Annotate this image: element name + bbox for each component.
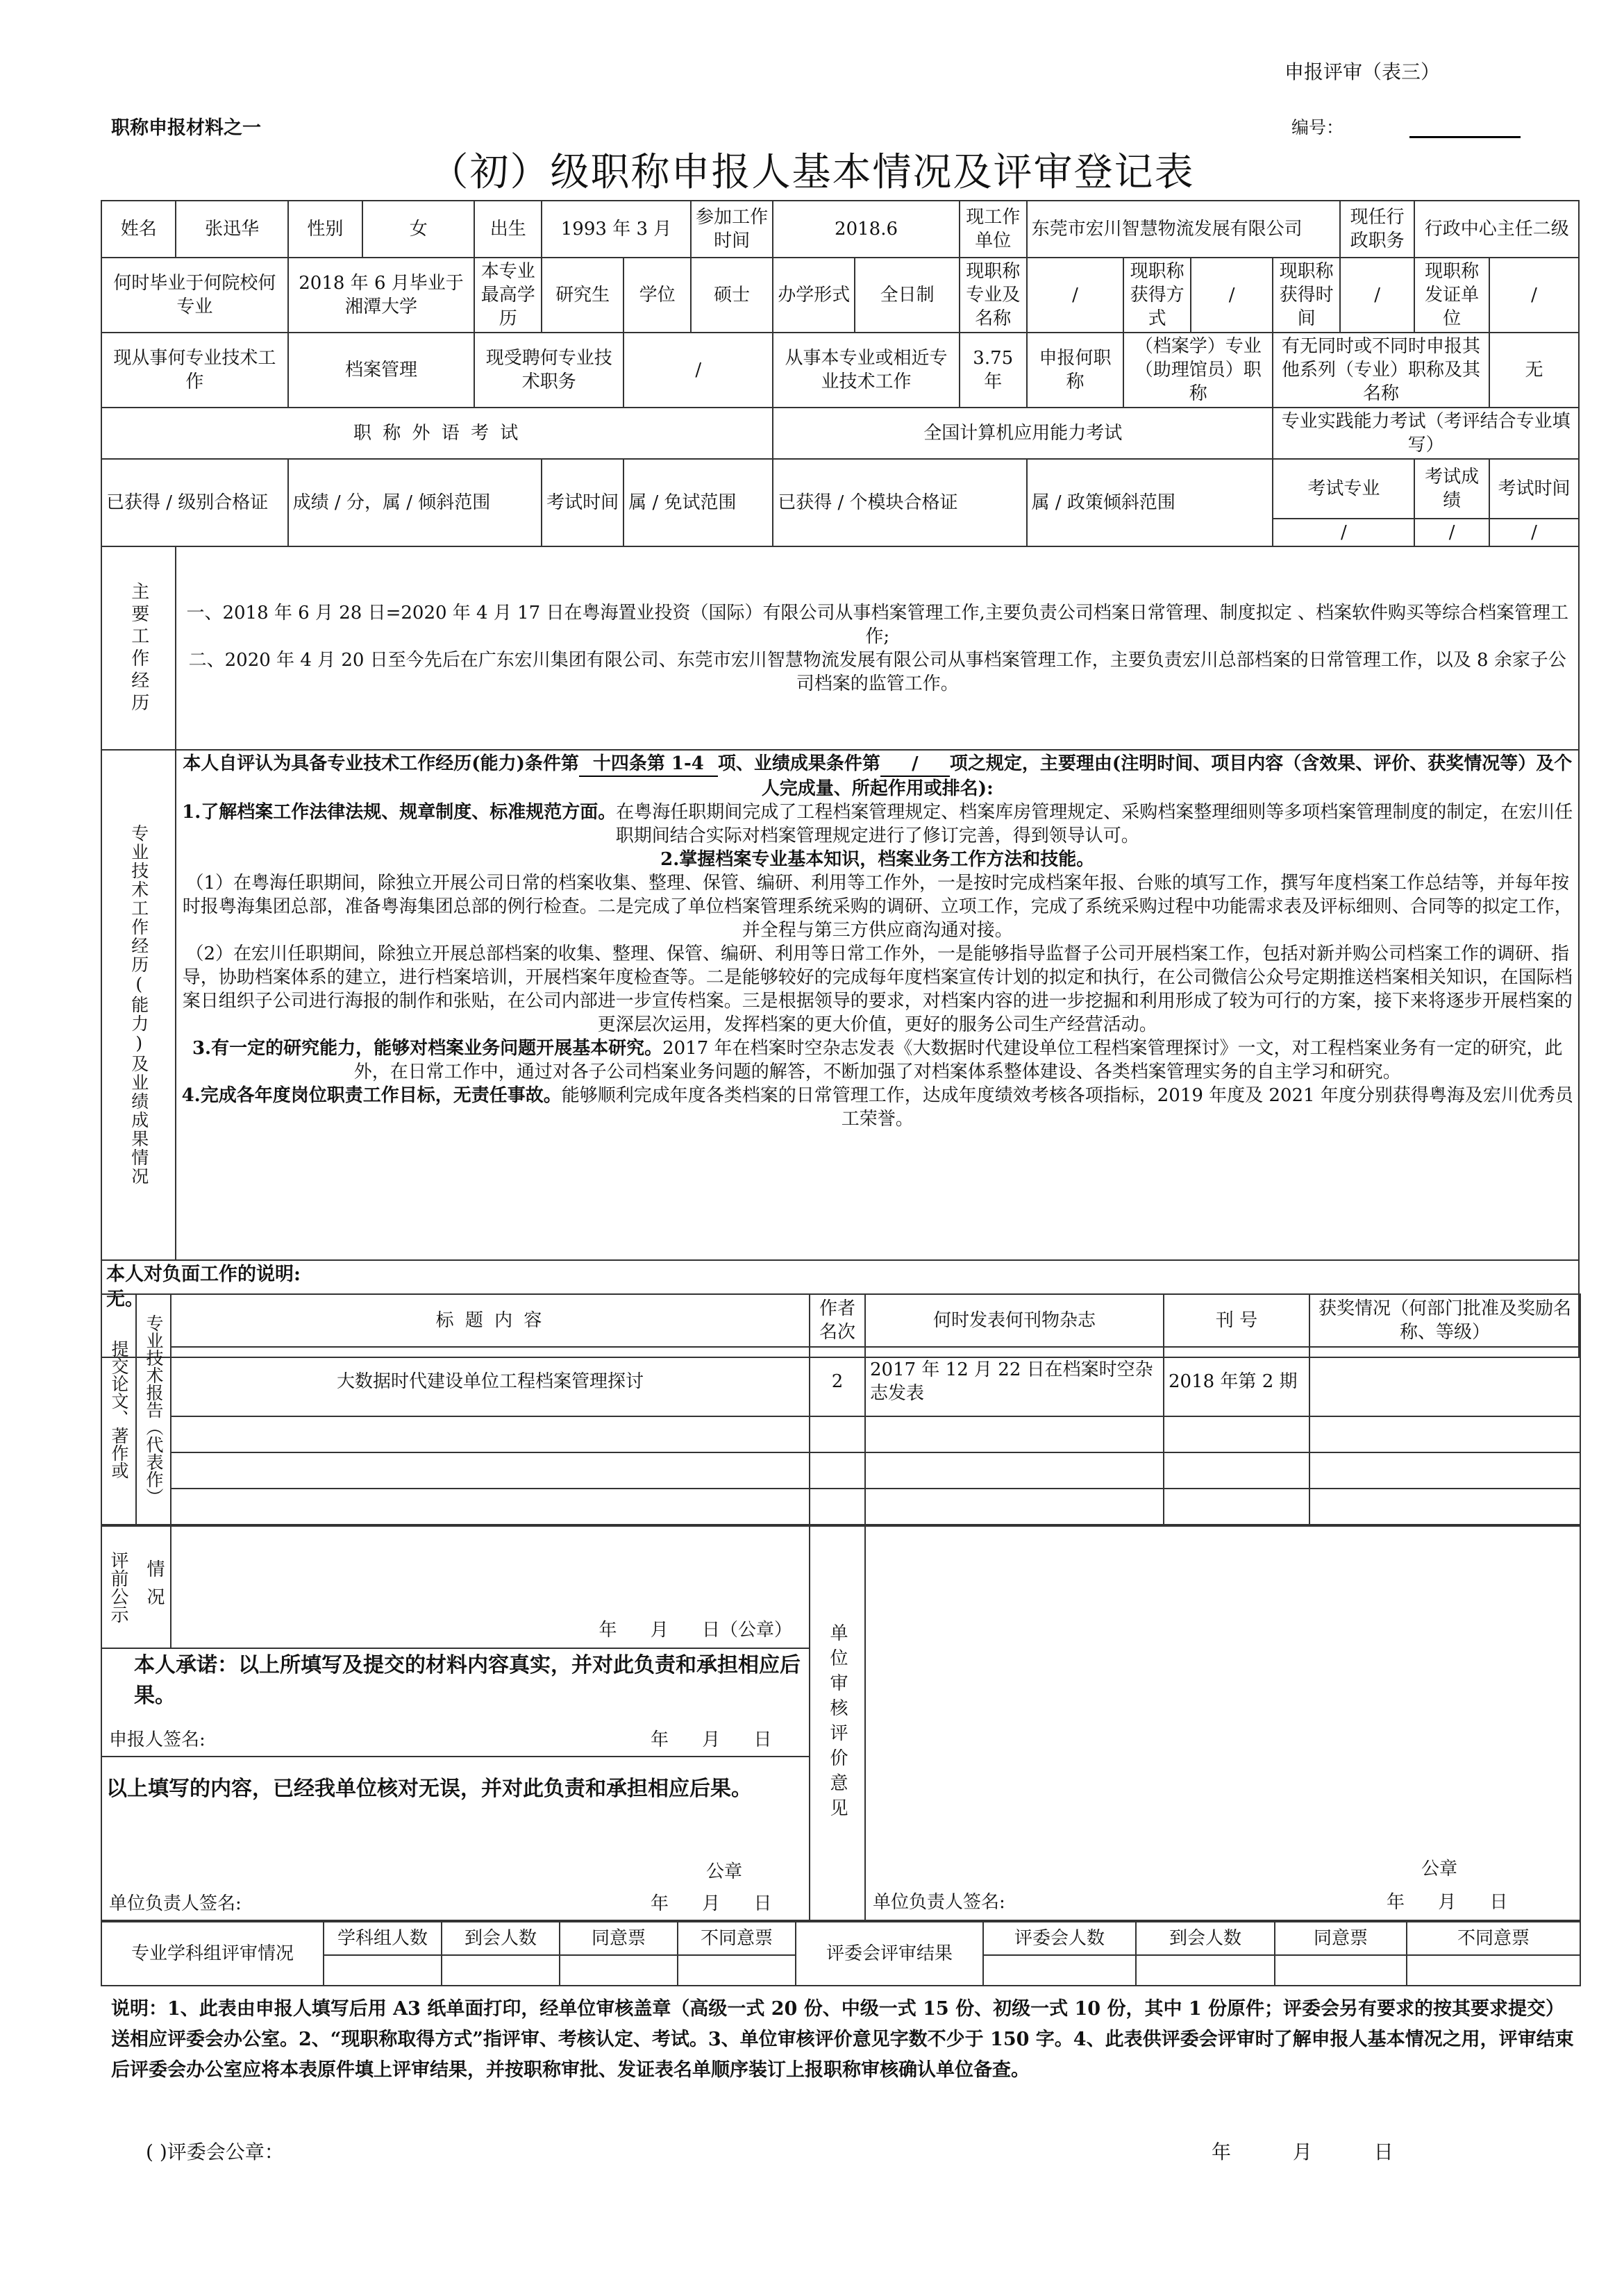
unit-review-label: 单位审核评价意见 [810, 1526, 865, 1920]
ability-point-1: 1.了解档案工作法律法规、规章制度、标准规范方面。在粤海任职期间完成了工程档案管理规定、档案库房管理规定、采购档案整理细则等多项档案管理制度的制定，在宏川任职期间结合实际对档案管理规定进行了修订完善，得到领导认可。 [182, 802, 1573, 846]
group-present-label: 到会人数 [442, 1922, 560, 1955]
graduation-label: 何时毕业于何院校何专业 [101, 258, 288, 333]
language-cert-field[interactable]: 已获得 / 级别合格证 [101, 459, 288, 546]
language-score-field[interactable]: 成绩 / 分，属 / 倾斜范围 [288, 459, 542, 546]
paper-rank[interactable] [810, 1489, 865, 1525]
practice-score-field[interactable]: / [1414, 519, 1489, 546]
paper-title[interactable] [171, 1416, 810, 1452]
committee-disagree-label: 不同意票 [1407, 1922, 1580, 1955]
years-field[interactable]: 3.75 年 [960, 333, 1027, 408]
negative-value: 无。 [106, 1289, 144, 1310]
form-table [101, 200, 1580, 1358]
committee-present-field[interactable] [1136, 1955, 1275, 1986]
footer-date: 年 月 日 [1212, 2140, 1393, 2163]
number-field[interactable] [1409, 136, 1521, 138]
paper-rank[interactable] [810, 1416, 865, 1452]
position-label: 现任行政职务 [1340, 201, 1414, 258]
unit-review-signer-label: 单位负责人签名: [873, 1892, 1005, 1913]
practice-score-label: 考试成绩 [1414, 459, 1489, 519]
committee-members-label: 评委会人数 [983, 1922, 1136, 1955]
group-review-label: 专业学科组评审情况 [101, 1922, 324, 1986]
committee-seal-label: ( )评委会公章： [146, 2140, 284, 2163]
table-row [101, 1452, 1580, 1489]
table-row [101, 1347, 1580, 1416]
other-title-label: 有无同时或不同时申报其他系列（专业）职称及其名称 [1273, 333, 1489, 408]
unit-review-seal: 公章 [1421, 1859, 1458, 1879]
work-history-line-2: 二、2020 年 4 月 20 日至今先后在广东宏川集团有限公司、东莞市宏川智慧物流发展有限公司从事档案管理工作，主要负责宏川总部档案的日常管理工作，以及 8 余家子公司档案的监管工作。 [188, 649, 1566, 694]
field-value[interactable]: 档案管理 [288, 333, 475, 408]
pledge-signer-label: 申报人签名: [109, 1729, 206, 1750]
group-agree-label: 同意票 [560, 1922, 678, 1955]
obtain-time-field[interactable]: / [1340, 258, 1414, 333]
obtain-mode-label: 现职称获得方式 [1123, 258, 1191, 333]
group-disagree-label: 不同意票 [678, 1922, 796, 1955]
group-disagree-field[interactable] [678, 1955, 796, 1986]
paper-title[interactable]: 大数据时代建设单位工程档案管理探讨 [171, 1347, 810, 1416]
ability-label: 专业技术工作经历(能力)及业绩成果情况 [101, 750, 176, 1260]
position-field[interactable]: 行政中心主任二级 [1414, 201, 1579, 258]
papers-col-award: 获奖情况（何部门批准及奖励名称、等级） [1309, 1294, 1580, 1347]
form-code: 申报评审（表三） [1284, 60, 1441, 83]
degree-label: 学位 [623, 258, 691, 333]
publicity-date: 年 月 日（公章） [598, 1620, 792, 1641]
review-result-table [101, 1921, 1581, 1986]
papers-col-title: 标 题 内 容 [171, 1294, 810, 1347]
committee-agree-label: 同意票 [1275, 1922, 1407, 1955]
paper-award[interactable] [1309, 1489, 1580, 1525]
committee-present-label: 到会人数 [1136, 1922, 1275, 1955]
language-time-field[interactable]: 考试时间 [542, 459, 623, 546]
ability-point-4: 4.完成各年度岗位职责工作目标，无责任事故。能够顺利完成年度各类档案的日常管理工作，达成年度绩效考核各项指标，2019 年度及 2021 年度分别获得粤海及宏川优秀员工荣誉。 [181, 1085, 1573, 1130]
paper-issue[interactable] [1164, 1416, 1309, 1452]
group-agree-field[interactable] [560, 1955, 678, 1986]
computer-cert-field[interactable]: 已获得 / 个模块合格证 [773, 459, 1026, 546]
gender-field[interactable]: 女 [362, 201, 474, 258]
degree-field[interactable]: 硕士 [691, 258, 773, 333]
pledge-section[interactable] [101, 1648, 810, 1757]
obtain-time-label: 现职称获得时间 [1273, 258, 1340, 333]
pledge-date: 年 月 日 [651, 1729, 772, 1750]
page-title: （初）级职称申报人基本情况及评审登记表 [429, 150, 1195, 195]
unit-review-field[interactable] [865, 1526, 1580, 1920]
education-field[interactable]: 研究生 [542, 258, 623, 333]
committee-members-field[interactable] [983, 1955, 1136, 1986]
pledge-text: 本人承诺：以上所填写及提交的材料内容真实，并对此负责和承担相应后果。 [134, 1653, 801, 1708]
practice-exam-header: 专业实践能力考试（考评结合专业填写） [1273, 408, 1579, 459]
study-mode-field[interactable]: 全日制 [855, 258, 959, 333]
paper-where[interactable] [865, 1489, 1164, 1525]
ability-point-3: 3.有一定的研究能力，能够对档案业务问题开展基本研究。2017 年在档案时空杂志发表《大数据时代建设单位工程档案管理探讨》一文，对工程档案业务有一定的研究，此外，在日常工作中，通过对各子公司档案业务问题的解答，不断加强了对档案体系整体建设、各类档案管理实务的自主学习和研究。 [192, 1038, 1563, 1082]
work-history-line-1: 一、2018 年 6 月 28 日=2020 年 4 月 17 日在粤海置业投资（国际）有限公司从事档案管理工作,主要负责公司档案日常管理、制度拟定 、档案软件购买等综合档案管理工作; [186, 602, 1569, 647]
issuer-field[interactable]: / [1489, 258, 1579, 333]
name-label: 姓名 [101, 201, 176, 258]
publicity-label: 评前公示 情况 [101, 1526, 171, 1648]
papers-table [101, 1293, 1581, 1525]
other-title-field[interactable]: 无 [1489, 333, 1579, 408]
paper-issue[interactable] [1164, 1489, 1309, 1525]
ability-point-2b: （2）在宏川任职期间，除独立开展总部档案的收集、整理、保管、编研、利用等日常工作外，一是能够指导监督子公司开展档案工作，包括对新并购公司档案工作的调研、指导，协助档案体系的建立，进行档案培训，开展档案年度检查等。二是能够较好的完成每年度档案宣传计划的拟定和执行，在公司微信公众号定期推送档案相关知识，在国际档案日组织子公司进行海报的制作和张贴，在公司内部进一步宣传档案。三是根据领导的要求，对档案内容的进一步挖掘和利用形成了较为可行的方案，接下来将逐步开展档案的更深层次运用，发挥档案的更大价值，更好的服务公司生产经营活动。 [182, 944, 1573, 1035]
paper-title[interactable] [171, 1452, 810, 1489]
employed-label: 现受聘何专业技术职务 [474, 333, 623, 408]
papers-side-label-b: 专业技术报告（代表作） [136, 1294, 171, 1525]
apply-label: 申报何职称 [1027, 333, 1124, 408]
group-members-field[interactable] [324, 1955, 442, 1986]
group-present-field[interactable] [442, 1955, 560, 1986]
field-label: 现从事何专业技术工作 [101, 333, 288, 408]
paper-where[interactable]: 2017 年 12 月 22 日在档案时空杂志发表 [865, 1347, 1164, 1416]
language-exempt-field[interactable]: 属 / 免试范围 [623, 459, 773, 546]
education-label: 本专业最高学历 [474, 258, 542, 333]
committee-agree-field[interactable] [1275, 1955, 1407, 1986]
ability-field[interactable] [176, 750, 1579, 1260]
performance-clause-number[interactable]: / [880, 752, 950, 777]
number-label: 编号： [1291, 117, 1344, 137]
paper-where[interactable] [865, 1416, 1164, 1452]
paper-rank[interactable] [810, 1452, 865, 1489]
study-mode-label: 办学形式 [773, 258, 855, 333]
issuer-label: 现职称发证单位 [1414, 258, 1489, 333]
publicity-field[interactable] [171, 1526, 810, 1648]
papers-col-rank: 作者名次 [810, 1294, 865, 1347]
paper-title[interactable] [171, 1489, 810, 1525]
group-members-label: 学科组人数 [324, 1922, 442, 1955]
review-section-table [101, 1525, 1581, 1921]
practice-time-field[interactable]: / [1489, 519, 1579, 546]
paper-rank[interactable]: 2 [810, 1347, 865, 1416]
unit-confirm-signer-label: 单位负责人签名: [109, 1893, 242, 1914]
computer-policy-field[interactable]: 属 / 政策倾斜范围 [1027, 459, 1273, 546]
ability-point-2a: （1）在粤海任职期间，除独立开展公司日常的档案收集、整理、保管、编研、利用等工作外，一是按时完成档案年报、台账的填写工作，撰写年度档案工作总结等，并每年按时报粤海集团总部，准备粤海集团总部的例行检查。二是完成了单位档案管理系统采购的调研、立项工作，完成了系统采购过程中功能需求表及评标细则、合同等的拟定工作，并全程与第三方供应商沟通对接。 [182, 873, 1573, 941]
unit-confirm-text: 以上填写的内容，已经我单位核对无误，并对此负责和承担相应后果。 [106, 1777, 752, 1801]
table-row [101, 1489, 1580, 1525]
employer-label: 现工作单位 [960, 201, 1027, 258]
paper-where[interactable] [865, 1452, 1164, 1489]
gender-label: 性别 [288, 201, 362, 258]
material-label: 职称申报材料之一 [111, 117, 261, 139]
paper-award[interactable] [1309, 1416, 1580, 1452]
unit-confirm-date: 年 月 日 [651, 1893, 772, 1914]
birth-label: 出生 [474, 201, 542, 258]
papers-col-where: 何时发表何刊物杂志 [865, 1294, 1164, 1347]
ability-intro: 本人自评认为具备专业技术工作经历(能力)条件第 十四条第 1-4 项、业绩成果条件第 / 项之规定，主要理由(注明时间、项目内容（含效果、评价、获奖情况等）及个人完成量、所起作用或排名): [183, 753, 1573, 799]
current-title-label: 现职称专业及名称 [960, 258, 1027, 333]
committee-result-label: 评委会评审结果 [796, 1922, 983, 1986]
paper-award[interactable] [1309, 1452, 1580, 1489]
obtain-mode-field[interactable]: / [1191, 258, 1273, 333]
papers-side-label-a: 提交论文、著作或 [101, 1294, 136, 1525]
paper-issue[interactable]: 2018 年第 2 期 [1164, 1347, 1309, 1416]
work-history-label: 主要工作经历 [101, 546, 176, 750]
practice-major-field[interactable]: / [1273, 519, 1414, 546]
employer-field[interactable]: 东莞市宏川智慧物流发展有限公司 [1027, 201, 1340, 258]
form-notes: 说明：1、此表由申报人填写后用 A3 纸单面打印，经单位审核盖章（高级一式 20 份、中级一式 15 份、初级一式 10 份，其中 1 份原件；评委会另有要求的按其要求提交）送相应评委会办公室。2、“现职称取得方式”指评审、考核认定、考试。3、单位审核评价意见字数不少于 150 字。4、此表供评委会评审时了解申报人基本情况之用，评审结束后评委会办公室应将本表原件填上评审结果，并按职称审批、发证表名单顺序装订上报职称审核确认单位备查。 [111, 1998, 1574, 2081]
name-field[interactable]: 张迅华 [176, 201, 287, 258]
unit-confirm-section[interactable] [101, 1757, 810, 1920]
graduation-field[interactable]: 2018 年 6 月毕业于湘潭大学 [288, 258, 475, 333]
paper-award[interactable] [1309, 1347, 1580, 1416]
apply-field[interactable]: （档案学）专业（助理馆员）职称 [1123, 333, 1273, 408]
paper-issue[interactable] [1164, 1452, 1309, 1489]
employed-field[interactable]: / [623, 333, 773, 408]
practice-major-label: 考试专业 [1273, 459, 1414, 519]
negative-label: 本人对负面工作的说明: [106, 1264, 301, 1285]
birth-field[interactable]: 1993 年 3 月 [542, 201, 691, 258]
years-label: 从事本专业或相近专业技术工作 [773, 333, 960, 408]
unit-confirm-seal: 公章 [706, 1861, 743, 1882]
computer-exam-header: 全国计算机应用能力考试 [773, 408, 1273, 459]
clause-number[interactable]: 十四条第 1-4 [579, 752, 718, 777]
work-history-field[interactable] [176, 546, 1579, 750]
language-exam-header: 职 称 外 语 考 试 [101, 408, 773, 459]
work-start-field[interactable]: 2018.6 [773, 201, 960, 258]
table-row [101, 1416, 1580, 1452]
current-title-field[interactable]: / [1027, 258, 1124, 333]
unit-review-date: 年 月 日 [1387, 1892, 1508, 1913]
practice-time-label: 考试时间 [1489, 459, 1579, 519]
work-start-label: 参加工作时间 [691, 201, 773, 258]
committee-disagree-field[interactable] [1407, 1955, 1580, 1986]
ability-point-2-heading: 2.掌握档案专业基本知识，档案业务工作方法和技能。 [660, 849, 1095, 870]
papers-col-issue: 刊 号 [1164, 1294, 1309, 1347]
